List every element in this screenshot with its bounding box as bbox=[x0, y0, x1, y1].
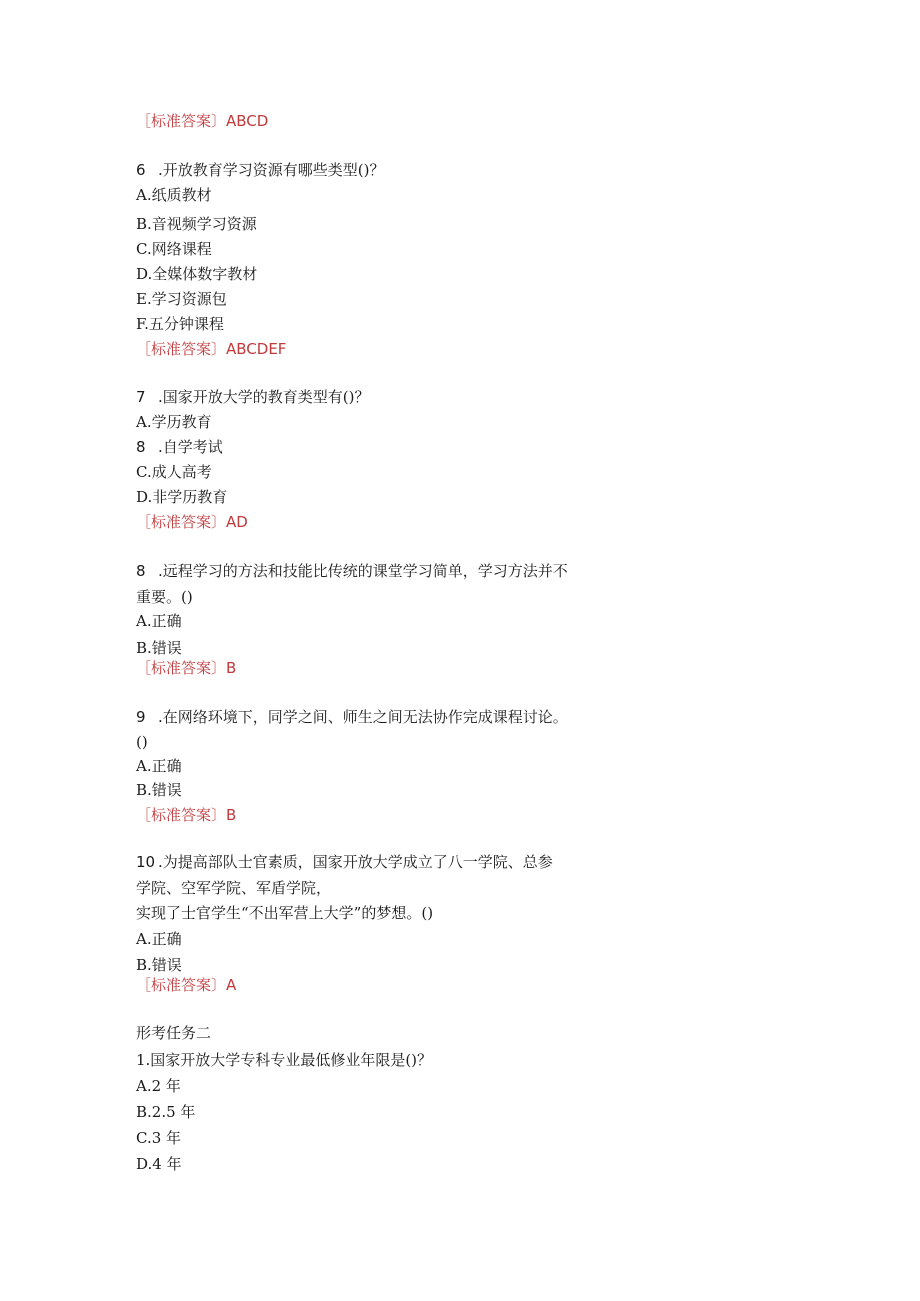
answer-option: A.正确 bbox=[136, 757, 182, 775]
answer-option: B.错误 bbox=[136, 781, 182, 799]
question-number: 8 bbox=[136, 562, 146, 580]
question-number: 9 bbox=[136, 708, 146, 726]
answer-value: ABCD bbox=[226, 112, 269, 130]
answer-option: A.正确 bbox=[136, 612, 182, 630]
answer-label: ［标准答案〕 bbox=[136, 340, 227, 358]
answer-option: D.全媒体数字教材 bbox=[136, 265, 258, 283]
question-line bbox=[136, 561, 568, 581]
answer-key bbox=[136, 111, 268, 131]
answer-option: D.4 年 bbox=[136, 1155, 182, 1173]
answer-key bbox=[136, 658, 236, 678]
question-line bbox=[136, 852, 553, 872]
question-text: .远程学习的方法和技能比传统的课堂学习简单，学习方法并不 bbox=[158, 562, 568, 580]
answer-option: B.错误 bbox=[136, 956, 182, 974]
answer-label: ［标准答案〕 bbox=[136, 513, 227, 531]
answer-option: B.错误 bbox=[136, 639, 182, 657]
answer-value: A bbox=[226, 976, 237, 994]
answer-option: F.五分钟课程 bbox=[136, 315, 224, 333]
text-line: 重要。() bbox=[136, 588, 193, 606]
question-text: .在网络环境下，同学之间、师生之间无法协作完成课程讨论。 bbox=[158, 708, 568, 726]
answer-key bbox=[136, 512, 248, 532]
question-number: 7 bbox=[136, 388, 146, 406]
answer-key bbox=[136, 339, 286, 359]
answer-label: ［标准答案〕 bbox=[136, 976, 227, 994]
answer-option: C.成人高考 bbox=[136, 463, 212, 481]
question-line bbox=[136, 437, 223, 457]
answer-label: ［标准答案〕 bbox=[136, 806, 227, 824]
answer-value: ABCDEF bbox=[226, 340, 287, 358]
question-text: .自学考试 bbox=[158, 438, 223, 456]
answer-label: ［标准答案〕 bbox=[136, 659, 227, 677]
question-text: .国家开放大学的教育类型有()？ bbox=[158, 388, 370, 406]
answer-option: E.学习资源包 bbox=[136, 290, 227, 308]
answer-option: A.正确 bbox=[136, 930, 182, 948]
answer-option: A.2 年 bbox=[136, 1077, 181, 1095]
text-line: () bbox=[136, 733, 148, 751]
text-line: 学院、空军学院、军盾学院， bbox=[136, 879, 332, 897]
answer-key bbox=[136, 805, 236, 825]
answer-option: C.网络课程 bbox=[136, 240, 212, 258]
answer-label: ［标准答案〕 bbox=[136, 112, 227, 130]
text-line: 实现了士官学生“不出军营上大学”的梦想。() bbox=[136, 904, 434, 922]
answer-value: B bbox=[226, 806, 237, 824]
question-text: .开放教育学习资源有哪些类型()？ bbox=[158, 161, 385, 179]
answer-option: B.2.5 年 bbox=[136, 1103, 196, 1121]
answer-option: D.非学历教育 bbox=[136, 488, 228, 506]
answer-option: A.纸质教材 bbox=[136, 186, 212, 204]
answer-key bbox=[136, 975, 236, 995]
question-line bbox=[136, 387, 369, 407]
answer-option: C.3 年 bbox=[136, 1129, 182, 1147]
question-line bbox=[136, 707, 568, 727]
answer-option: B.音视频学习资源 bbox=[136, 215, 257, 233]
question-text: .为提高部队士官素质，国家开放大学成立了八一学院、总参 bbox=[158, 853, 553, 871]
question-number: 6 bbox=[136, 161, 146, 179]
answer-value: B bbox=[226, 659, 237, 677]
answer-value: AD bbox=[226, 513, 248, 531]
text-line: 形考任务二 bbox=[136, 1024, 212, 1042]
question-number: 10 bbox=[136, 853, 156, 871]
text-line: 1.国家开放大学专科专业最低修业年限是()？ bbox=[136, 1051, 433, 1069]
question-number: 8 bbox=[136, 438, 146, 456]
question-line bbox=[136, 160, 384, 180]
answer-option: A.学历教育 bbox=[136, 413, 212, 431]
